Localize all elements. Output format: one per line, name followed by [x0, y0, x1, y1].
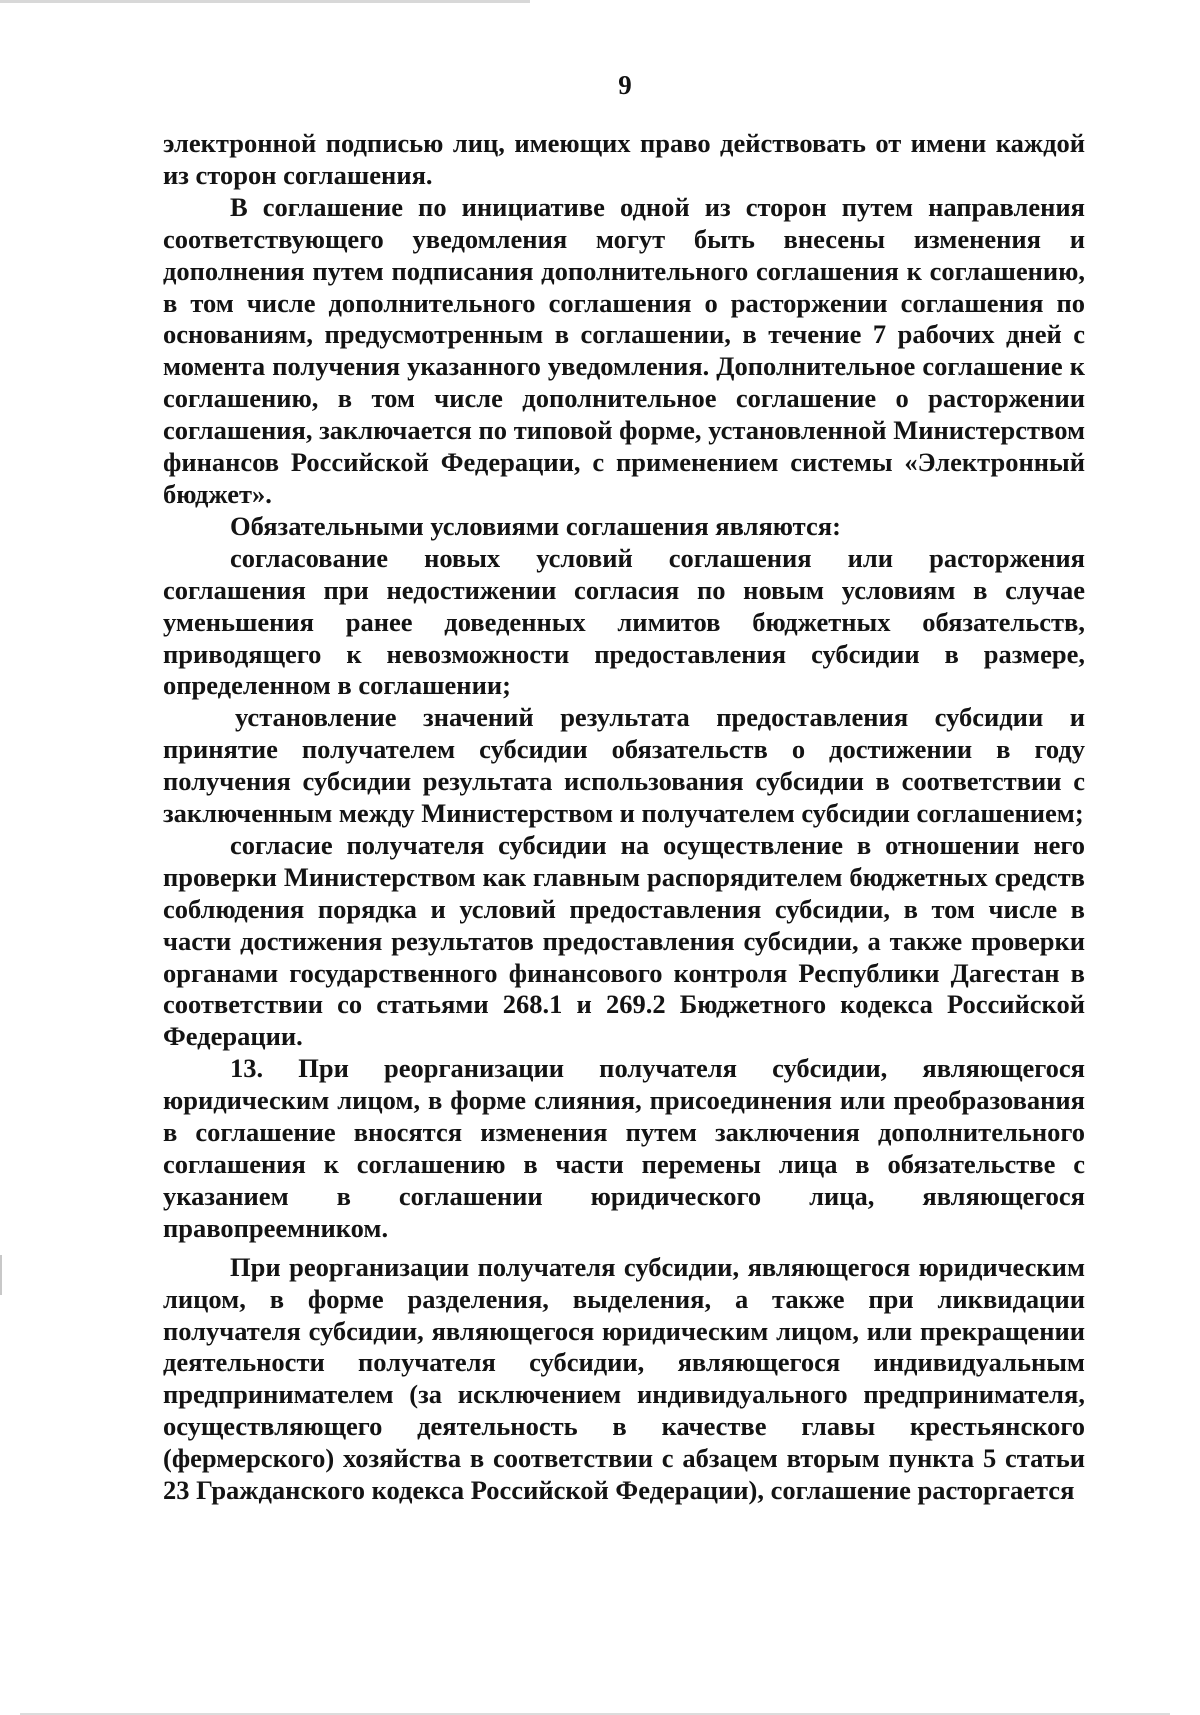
scan-edge-top — [0, 0, 530, 3]
scan-edge-left — [0, 1255, 2, 1295]
paragraph-condition-limits: согласование новых условий соглашения или расторжения соглашения при недостижении согласия по новым условиям в случае уменьшения ранее доведенных лимитов бюджетных обязательств, приводящего к невозможности предоставления субсидии в размере, определенном в соглашении; — [163, 542, 1085, 701]
paragraph-condition-audit: согласие получателя субсидии на осуществление в отношении него проверки Министерством как главным распорядителем бюджетных средств соблюдения порядка и условий предоставления субсидии, в том числе в части достижения результатов предоставления субсидии, а также проверки органами государственного финансового контроля Республики Дагестан в соответствии со статьями 268.1 и 269.2 Бюджетного кодекса Российской Федерации. — [163, 829, 1085, 1052]
paragraph-condition-result: установление значений результата предоставления субсидии и принятие получателем субсидии обязательств о достижении в году получения субсидии результата использования субсидии в соответствии с заключенным между Министерством и получателем субсидии соглашением; — [163, 702, 1085, 829]
paragraph-mandatory-conditions: Обязательными условиями соглашения являются: — [230, 510, 841, 541]
paragraph-continuation: электронной подписью лиц, имеющих право действовать от имени каждой из сторон соглашения. — [163, 128, 1085, 190]
paragraph-reorganization: При реорганизации получателя субсидии, являющегося юридическим лицом, в форме разделения, выделения, а также при ликвидации получателя субсидии, являющегося юридическим лицом, или прекращении деятельности получателя субсидии, являющегося индивидуальным предпринимателем (за исключением индивидуального предпринимателя, осуществляющего деятельность в качестве главы крестьянского (фермерского) хозяйства в соответствии с абзацем вторым пункта 5 статьи 23 Гражданского кодекса Российской Федерации), соглашение расторгается — [163, 1251, 1085, 1506]
page-number: 9 — [618, 70, 632, 100]
paragraph-item-13: 13. При реорганизации получателя субсидии, являющегося юридическим лицом, в форме слияния, присоединения или преобразования в соглашение вносятся изменения путем заключения дополнительного соглашения к соглашению в части перемены лица в обязательстве с указанием в соглашении юридического лица, являющегося правопреемником. — [163, 1053, 1085, 1243]
paragraph-amendments: В соглашение по инициативе одной из сторон путем направления соответствующего уведомления могут быть внесены изменения и дополнения путем подписания дополнительного соглашения к соглашению, в том числе дополнительного соглашения о расторжении соглашения по основаниям, предусмотренным в соглашении, в течение 7 рабочих дней с момента получения указанного уведомления. Дополнительное соглашение к соглашению, в том числе дополнительное соглашение о расторжении соглашения, заключается по типовой форме, установленной Министерством финансов Российской Федерации, с применением системы «Электронный бюджет». — [163, 191, 1085, 509]
document-body — [163, 128, 1085, 1507]
